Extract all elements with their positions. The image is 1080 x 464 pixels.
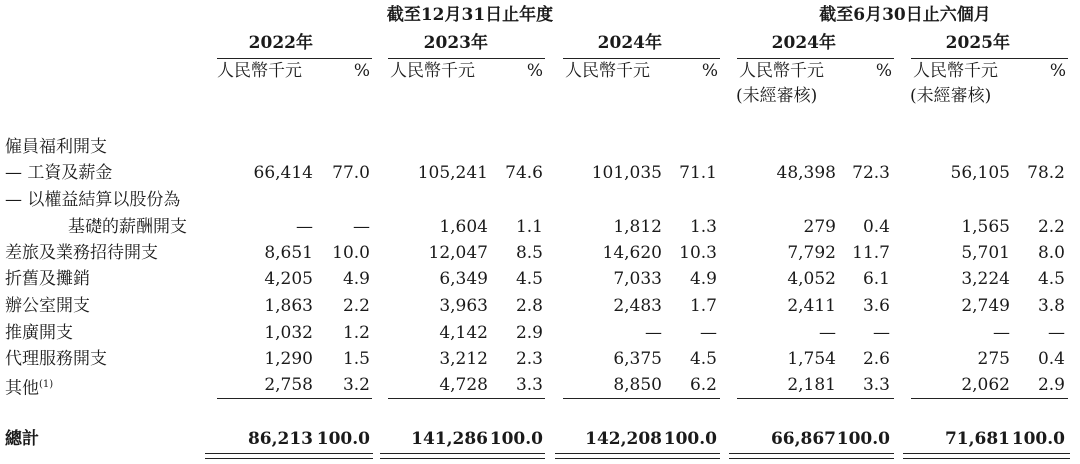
cell-2025-interim-amount: 3,224 [961, 269, 1010, 289]
cell-2025-interim-pct: 8.0 [1037, 243, 1065, 263]
unit-pct-2024-interim: % [875, 61, 892, 81]
cell-2024-interim-pct: 0.4 [862, 217, 890, 237]
cell-2025-interim-amount: 5,701 [961, 243, 1010, 263]
row-label: 辦公室開支 [5, 296, 90, 316]
cell-2024-interim-amount: 4,052 [787, 269, 836, 289]
cell-2025-interim-amount: 275 [977, 349, 1010, 369]
cell-2024-interim-pct: 2.6 [862, 349, 890, 369]
unit-rmb-2024: 人民幣千元 [565, 61, 650, 81]
row-label: 其他$^{(1)}$ [5, 378, 54, 399]
cell-2024-pct: 4.5 [689, 349, 717, 369]
total-2025-interim-pct: 100.0 [1011, 429, 1065, 449]
cell-2025-interim-pct: 4.5 [1037, 269, 1065, 289]
cell-2024-pct: 10.3 [679, 243, 717, 263]
interim-period-header: 截至6月30日止六個月 [819, 5, 991, 25]
year-header-2022: 2022年 [248, 33, 313, 53]
cell-2023-pct: 8.5 [515, 243, 543, 263]
cell-2025-interim-pct: 2.2 [1037, 217, 1065, 237]
cell-2025-interim-amount: 2,749 [961, 296, 1010, 316]
year-header-2024: 2024年 [597, 33, 662, 53]
cell-2022-amount: 8,651 [264, 243, 313, 263]
row-label: 代理服務開支 [5, 349, 107, 369]
cell-2024-pct: 4.9 [689, 269, 717, 289]
cell-2024-interim-amount: 1,754 [787, 349, 836, 369]
total-double-rule [205, 458, 373, 459]
cell-2024-interim-amount: 2,181 [787, 375, 836, 395]
cell-2022-pct: 2.2 [342, 296, 370, 316]
cell-2023-amount: 3,963 [439, 296, 488, 316]
subtotal-rule-2025-interim [911, 398, 1068, 399]
unit-rmb-2024-interim: 人民幣千元 [739, 61, 824, 81]
cell-2023-amount: 12,047 [428, 243, 488, 263]
cell-2023-amount: 1,604 [439, 217, 488, 237]
row-label: — 工資及薪金 [5, 163, 113, 183]
cell-2022-pct: 4.9 [342, 269, 370, 289]
row-label: 僱員福利開支 [5, 137, 107, 157]
cell-2025-interim-amount: 56,105 [950, 163, 1010, 183]
total-2024-interim-amount: 66,867 [770, 429, 836, 449]
header-rule-2024 [563, 58, 720, 59]
total-double-rule [205, 453, 373, 454]
unit-rmb-2023: 人民幣千元 [390, 61, 475, 81]
cell-2024-interim-pct: 6.1 [862, 269, 890, 289]
unit-pct-2024: % [701, 61, 718, 81]
cell-2022-amount: 2,758 [264, 375, 313, 395]
cell-2024-interim-pct: — [873, 323, 890, 343]
cell-2023-pct: 2.3 [515, 349, 543, 369]
cell-2024-pct: 1.7 [689, 296, 717, 316]
cell-2024-interim-amount: — [819, 323, 836, 343]
cell-2024-interim-pct: 3.3 [862, 375, 890, 395]
subtotal-rule-2022 [217, 398, 372, 399]
cell-2024-interim-amount: 279 [803, 217, 836, 237]
cell-2024-pct: 6.2 [689, 375, 717, 395]
total-2024-interim-pct: 100.0 [836, 429, 890, 449]
unit-rmb-2025-interim: 人民幣千元 [913, 61, 998, 81]
unaudited-note-2024: (未經審核) [736, 86, 818, 106]
year-header-2024-interim: 2024年 [771, 33, 836, 53]
total-double-rule [903, 453, 1070, 454]
cell-2024-amount: 7,033 [613, 269, 662, 289]
row-label: — 以權益結算以股份為 [5, 190, 181, 210]
cell-2022-pct: — [353, 217, 370, 237]
total-2025-interim-amount: 71,681 [944, 429, 1010, 449]
total-double-rule [380, 453, 545, 454]
total-double-rule [729, 458, 894, 459]
cell-2023-amount: 6,349 [439, 269, 488, 289]
cell-2024-amount: 8,850 [613, 375, 662, 395]
header-rule-2023 [388, 58, 545, 59]
cell-2023-amount: 4,142 [439, 323, 488, 343]
total-double-rule [555, 458, 720, 459]
cell-2023-pct: 2.9 [515, 323, 543, 343]
unit-rmb-2022: 人民幣千元 [217, 61, 302, 81]
cell-2022-pct: 10.0 [332, 243, 370, 263]
cell-2025-interim-pct: 78.2 [1027, 163, 1065, 183]
unaudited-note-2025: (未經審核) [910, 86, 992, 106]
cell-2024-pct: — [700, 323, 717, 343]
annual-period-header: 截至12月31日止年度 [386, 5, 554, 25]
cell-2025-interim-amount: 2,062 [961, 375, 1010, 395]
cell-2024-amount: — [645, 323, 662, 343]
cell-2024-interim-amount: 48,398 [776, 163, 836, 183]
cell-2023-pct: 1.1 [515, 217, 543, 237]
cell-2023-amount: 4,728 [439, 375, 488, 395]
cell-2022-pct: 77.0 [332, 163, 370, 183]
cell-2024-interim-pct: 3.6 [862, 296, 890, 316]
cell-2024-pct: 71.1 [679, 163, 717, 183]
cell-2023-amount: 3,212 [439, 349, 488, 369]
subtotal-rule-2024-interim [737, 398, 894, 399]
total-2022-pct: 100.0 [316, 429, 370, 449]
cell-2022-amount: 1,863 [264, 296, 313, 316]
header-rule-2025-interim [911, 58, 1068, 59]
cell-2024-interim-pct: 11.7 [852, 243, 890, 263]
cell-2024-amount: 14,620 [602, 243, 662, 263]
cell-2024-amount: 2,483 [613, 296, 662, 316]
row-label: 基礎的薪酬開支 [68, 217, 187, 237]
subtotal-rule-2024 [563, 398, 720, 399]
year-header-2025-interim: 2025年 [945, 33, 1010, 53]
cell-2023-amount: 105,241 [417, 163, 488, 183]
total-double-rule [555, 453, 720, 454]
row-label: 折舊及攤銷 [5, 269, 90, 289]
total-double-rule [729, 453, 894, 454]
total-2023-amount: 141,286 [411, 429, 488, 449]
cell-2024-amount: 1,812 [613, 217, 662, 237]
cell-2022-amount: 1,032 [264, 323, 313, 343]
total-2024-pct: 100.0 [663, 429, 717, 449]
unit-pct-2025-interim: % [1049, 61, 1066, 81]
total-label: 總計 [5, 429, 39, 449]
cell-2022-amount: 66,414 [253, 163, 313, 183]
subtotal-rule-2023 [388, 398, 545, 399]
cell-2025-interim-pct: 2.9 [1037, 375, 1065, 395]
cell-2025-interim-pct: 3.8 [1037, 296, 1065, 316]
cell-2022-amount: 1,290 [264, 349, 313, 369]
cell-2024-interim-amount: 2,411 [787, 296, 836, 316]
cell-2025-interim-amount: 1,565 [961, 217, 1010, 237]
total-double-rule [903, 458, 1070, 459]
total-2023-pct: 100.0 [489, 429, 543, 449]
cell-2024-amount: 6,375 [613, 349, 662, 369]
header-rule-2022 [217, 58, 372, 59]
cell-2025-interim-pct: — [1048, 323, 1065, 343]
row-label: 推廣開支 [5, 323, 73, 343]
cell-2023-pct: 3.3 [515, 375, 543, 395]
unit-pct-2022: % [353, 61, 370, 81]
cell-2024-pct: 1.3 [689, 217, 717, 237]
cell-2024-interim-pct: 72.3 [852, 163, 890, 183]
row-label: 差旅及業務招待開支 [5, 243, 158, 263]
cell-2022-pct: 1.5 [342, 349, 370, 369]
cell-2022-pct: 3.2 [342, 375, 370, 395]
header-rule-2024-interim [737, 58, 894, 59]
total-2022-amount: 86,213 [247, 429, 313, 449]
year-header-2023: 2023年 [423, 33, 488, 53]
cell-2025-interim-pct: 0.4 [1037, 349, 1065, 369]
cell-2022-pct: 1.2 [342, 323, 370, 343]
unit-pct-2023: % [526, 61, 543, 81]
total-2024-amount: 142,208 [585, 429, 662, 449]
cell-2023-pct: 4.5 [515, 269, 543, 289]
footnote-marker: (1) [39, 379, 54, 390]
cell-2022-amount: — [296, 217, 313, 237]
cell-2023-pct: 2.8 [515, 296, 543, 316]
cell-2024-interim-amount: 7,792 [787, 243, 836, 263]
total-double-rule [380, 458, 545, 459]
cell-2024-amount: 101,035 [591, 163, 662, 183]
cell-2025-interim-amount: — [993, 323, 1010, 343]
cell-2022-amount: 4,205 [264, 269, 313, 289]
cell-2023-pct: 74.6 [505, 163, 543, 183]
